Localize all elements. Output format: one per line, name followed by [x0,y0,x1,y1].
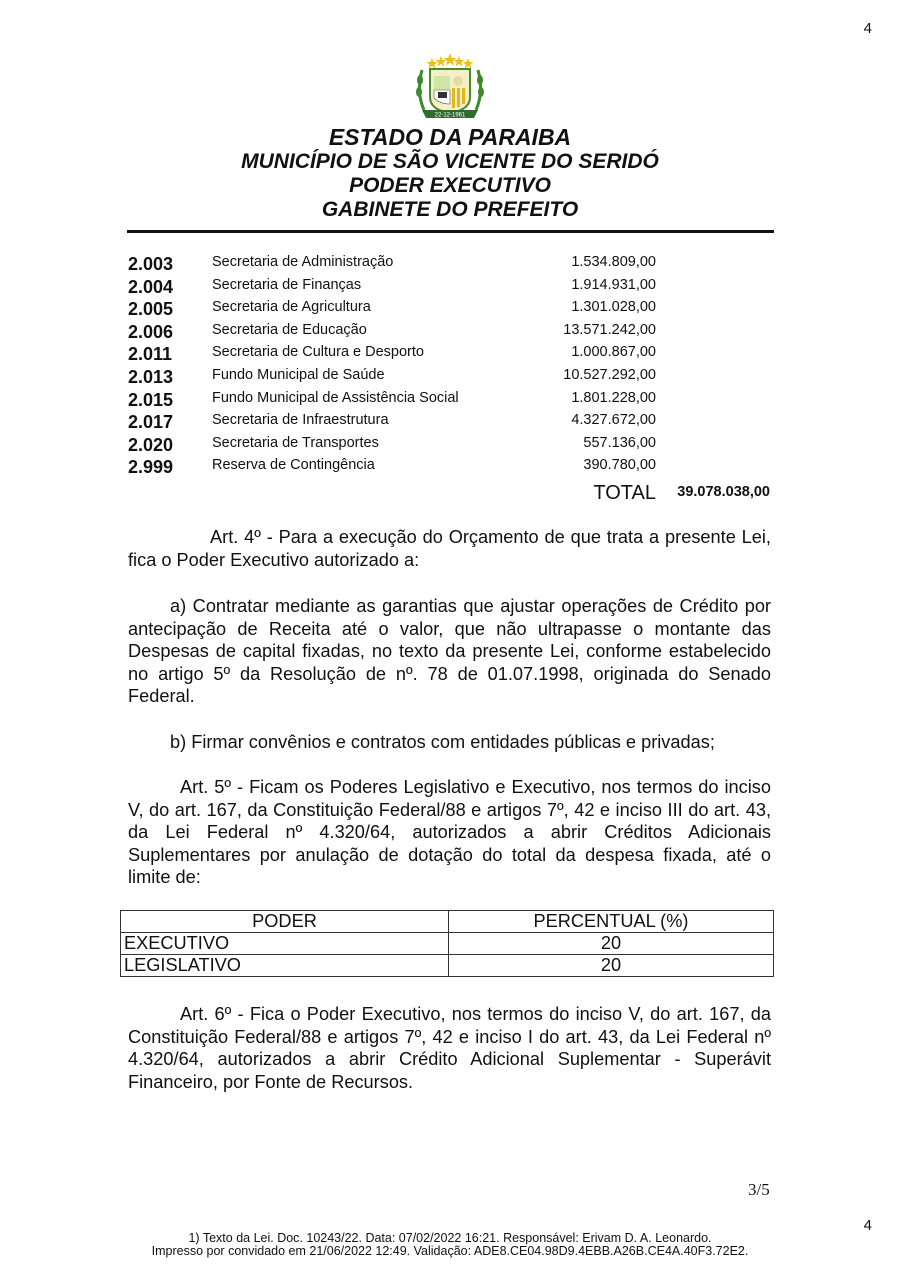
article-4-item-a [128,595,771,708]
header-divider [127,230,774,233]
table-row [121,933,774,955]
budget-value: 1.301.028,00 [571,299,656,316]
budget-code: 2.011 [128,344,173,365]
budget-unit-name: Secretaria de Transportes [212,434,379,451]
budget-total-row [128,478,778,504]
budget-row [128,342,778,365]
article-6-text: Art. 6º - Fica o Poder Executivo, nos termos do inciso V, do art. 167, da Constituição Federal/88 e artigos 7º, 42 e inciso I do art. 43, da Lei Federal nº 4.320/64, autorizados a abrir Crédito Adicional Suplementar - Superávit Financeiro, por Fonte de Recursos. [128,1004,771,1092]
column-header-poder: PODER [121,911,449,933]
header-power: PODER EXECUTIVO [349,174,551,197]
budget-code: 2.006 [128,321,174,342]
budget-value: 1.801.228,00 [571,389,656,406]
article-4-item-b [128,731,771,754]
column-header-percentual: PERCENTUAL (%) [449,911,774,933]
cell-poder: LEGISLATIVO [121,955,449,977]
budget-unit-name: Secretaria de Agricultura [212,299,371,316]
article-5 [128,776,771,889]
header-municipality: MUNICÍPIO DE SÃO VICENTE DO SERIDÓ [241,150,659,173]
budget-code: 2.999 [128,457,174,478]
article-4-item-a-text: a) Contratar mediante as garantias que ajustar operações de Crédito por antecipação de Receita até o valor, que não ultrapasse o montante das Despesas de capital fixadas, no texto da presente Lei, conforme estabelecido no artigo 5º da Resolução de nº. 78 de 01.07.1998, originada do Senado Federal. [128,596,771,707]
page-number-top: 4 [863,20,872,37]
budget-row [128,388,778,411]
budget-unit-name: Secretaria de Infraestrutura [212,412,389,429]
budget-value: 390.780,00 [583,457,656,474]
article-6 [128,1003,771,1093]
footer-line-2: Impresso por convidado em 21/06/2022 12:49. Validação: ADE8.CE04.98D9.4EBB.A26B.CE4A.40F3.72E2. [151,1243,749,1258]
article-5-text: Art. 5º - Ficam os Poderes Legislativo e Executivo, nos termos do inciso V, do art. 167, da Constituição Federal/88 e artigos 7º, 42 e inciso III do art. 43, da Lei Federal nº 4.320/64, autorizados a abrir Créditos Adicionais Suplementares por anulação de dotação do total da despesa fixada, até o limite de: [128,777,771,888]
cell-percentual: 20 [449,955,774,977]
budget-value: 4.327.672,00 [571,412,656,429]
budget-value: 13.571.242,00 [563,321,656,338]
budget-unit-name: Secretaria de Administração [212,254,394,270]
budget-row [128,365,778,388]
budget-code: 2.015 [128,389,174,410]
header-state: ESTADO DA PARAIBA [328,124,572,150]
coat-of-arms-icon [410,52,490,120]
budget-code: 2.013 [128,366,174,387]
budget-row [128,252,778,275]
budget-value: 1.534.809,00 [571,254,656,270]
header-office: GABINETE DO PREFEITO [321,198,579,221]
budget-code: 2.003 [128,254,174,274]
budget-code: 2.005 [128,299,174,320]
budget-unit-name: Secretaria de Educação [212,321,367,338]
cell-percentual: 20 [449,933,774,955]
budget-value: 1.914.931,00 [571,276,656,293]
budget-unit-name: Secretaria de Finanças [212,276,362,293]
table-row [121,955,774,977]
budget-row [128,410,778,433]
total-value: 39.078.038,00 [677,483,770,500]
budget-table [128,252,778,504]
budget-row [128,455,778,478]
budget-row [128,297,778,320]
page-number-bottom: 4 [863,1217,872,1234]
footer-line-1: 1) Texto da Lei. Doc. 10243/22. Data: 07/02/2022 16:21. Responsável: Erivam D. A. Leonardo. [188,1231,712,1245]
table-header-row [121,911,774,933]
article-4 [128,526,771,571]
budget-row [128,433,778,456]
budget-value: 10.527.292,00 [563,366,656,383]
budget-row [128,275,778,298]
budget-code: 2.020 [128,434,174,455]
budget-unit-name: Fundo Municipal de Assistência Social [212,389,459,406]
article-4-text: Art. 4º - Para a execução do Orçamento de que trata a presente Lei, fica o Poder Executivo autorizado a: [128,527,771,570]
budget-code: 2.004 [128,276,174,297]
article-4-item-b-text: b) Firmar convênios e contratos com entidades públicas e privadas; [170,732,715,752]
crest-ribbon-date: 22-12-1961 [434,112,466,119]
total-label: TOTAL [593,481,656,504]
budget-value: 557.136,00 [583,434,656,451]
page-label: 3/5 [748,1180,770,1199]
document-header [120,124,780,222]
budget-code: 2.017 [128,412,174,433]
credit-limits-table [120,910,774,977]
budget-row [128,320,778,343]
budget-unit-name: Secretaria de Cultura e Desporto [212,344,424,361]
budget-unit-name: Reserva de Contingência [212,457,375,474]
budget-value: 1.000.867,00 [571,344,656,361]
budget-unit-name: Fundo Municipal de Saúde [212,366,385,383]
cell-poder: EXECUTIVO [121,933,449,955]
document-footer [100,1232,800,1257]
